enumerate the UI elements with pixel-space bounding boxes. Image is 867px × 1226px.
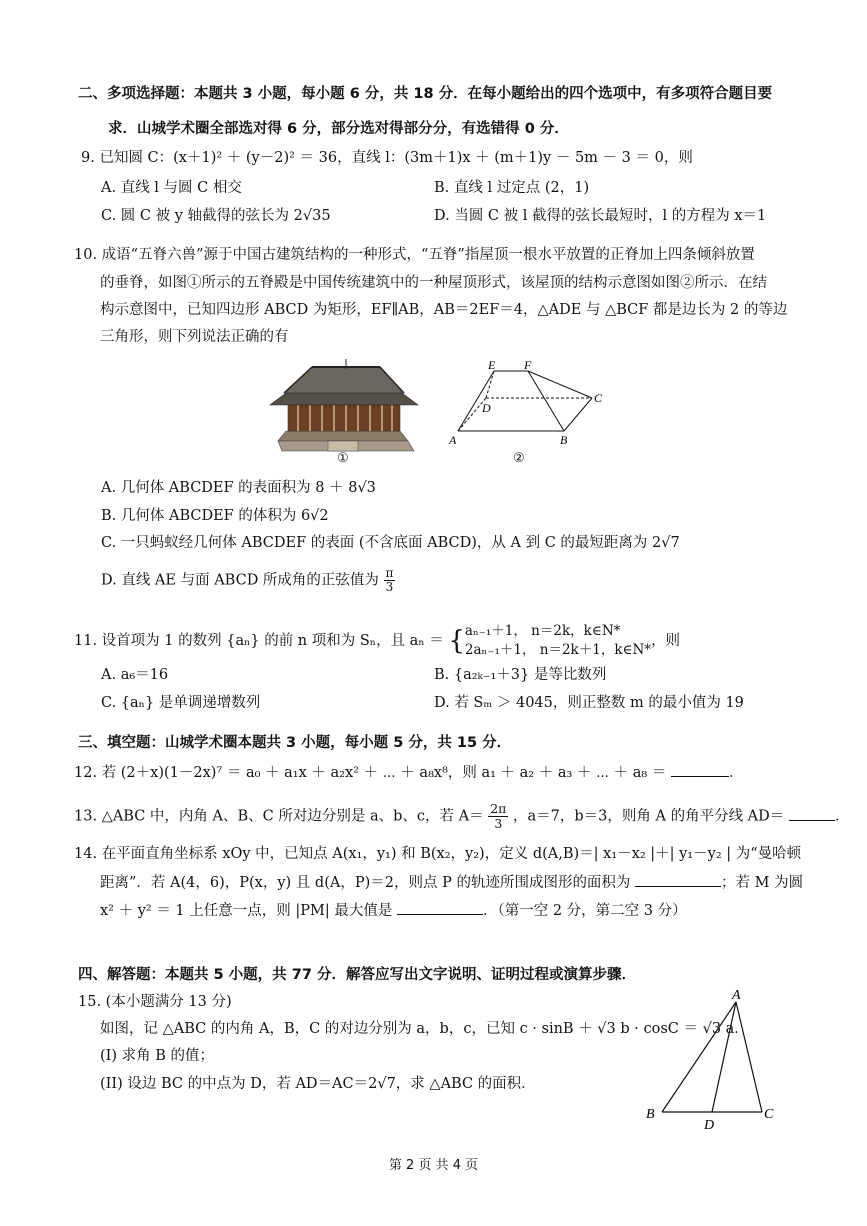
q14-line3-end: ．（第一空 2 分，第二空 3 分） — [482, 903, 687, 919]
q12-answer-blank[interactable] — [671, 762, 729, 777]
case-odd: 2aₙ₋₁＋1， n＝2k＋1，k∈N* — [464, 642, 652, 658]
section-2-heading-line1: 二、多项选择题：本题共 3 小题，每小题 6 分，共 18 分．在每小题给出的四个选项中，有多项符合题目要 — [78, 86, 773, 102]
q10-option-c: C. 一只蚂蚁经几何体 ABCDEF 的表面 (不含底面 ABCD)，从 A 到 C 的最短距离为 2√7 — [101, 535, 680, 551]
roof-structure-figure — [446, 356, 606, 448]
q11-option-b: B. {a₂ₖ₋₁＋3} 是等比数列 — [434, 667, 607, 683]
q14-line1: 14. 在平面直角坐标系 xOy 中，已知点 A(x₁，y₁) 和 B(x₂，y₂)，定义 d(A,B)＝| x₁－x₂ |＋| y₁－y₂ | 为“曼哈顿 — [74, 846, 802, 862]
q11-option-d: D. 若 Sₘ ＞ 4045，则正整数 m 的最小值为 19 — [434, 695, 744, 711]
fraction-numerator: 2π — [490, 801, 507, 816]
fraction-numerator: π — [385, 566, 394, 580]
q11-stem-post: ，则 — [651, 633, 681, 649]
triangle-figure — [640, 986, 790, 1132]
q14-line3-text: x² ＋ y² ＝ 1 上任意一点，则 |PM| 最大值是 — [100, 903, 393, 919]
q9-option-c: C. 圆 C 被 y 轴截得的弦长为 2√35 — [101, 208, 331, 224]
q12 — [74, 762, 743, 783]
label-d: D — [482, 401, 491, 415]
label-b: B — [560, 433, 568, 447]
q13-end: ． — [834, 808, 850, 825]
q10-option-a: A. 几何体 ABCDEF 的表面积为 8 ＋ 8√3 — [101, 480, 376, 496]
q11-option-c: C. {aₙ} 是单调递增数列 — [101, 695, 261, 711]
q14-line2 — [100, 872, 803, 893]
q10-option-d — [101, 567, 395, 594]
q13-pre: 13. △ABC 中，内角 A、B、C 所对边分别是 a、b、c，若 A＝ — [74, 808, 484, 825]
q13-post: ，a＝7，b＝3，则角 A 的角平分线 AD＝ — [513, 808, 785, 825]
q10-option-d-text: D. 直线 AE 与面 ABCD 所成角的正弦值为 — [101, 572, 379, 589]
q13-answer-blank[interactable] — [789, 806, 835, 821]
label-c: C — [594, 391, 603, 405]
q11-stem-pre: 11. 设首项为 1 的数列 {aₙ} 的前 n 项和为 Sₙ，且 aₙ ＝ — [74, 633, 444, 649]
q10-option-b: B. 几何体 ABCDEF 的体积为 6√2 — [101, 508, 329, 524]
q12-text: 12. 若 (2＋x)(1－2x)⁷ ＝ a₀ ＋ a₁x ＋ a₂x² ＋ ⋯ ＋ a₈x⁸，则 a₁ ＋ a₂ ＋ a₃ ＋ ⋯ ＋ a₈ ＝ — [74, 765, 667, 781]
q13-fraction — [488, 802, 508, 831]
fraction-denominator: 3 — [494, 816, 503, 831]
q14-line2-text: 距离”．若 A(4，6)，P(x，y) 且 d(A，P)＝2，则点 P 的轨迹所围成图形的面积为 — [100, 875, 631, 891]
label-c: C — [764, 1107, 774, 1122]
figure1-label: ① — [337, 451, 349, 466]
q13 — [74, 802, 849, 831]
q11-stem — [74, 622, 680, 660]
q11-option-a: A. a₆＝16 — [101, 667, 169, 683]
q14-line3 — [100, 900, 687, 921]
q10-stem-line3: 构示意图中，已知四边形 ABCD 为矩形，EF∥AB，AB＝2EF＝4，△ADE 与 △BCF 都是边长为 2 的等边 — [100, 302, 788, 318]
figure2-label: ② — [513, 451, 525, 466]
q14-answer-blank-2[interactable] — [397, 900, 483, 915]
q14-line2-end: ；若 M 为圆 — [721, 875, 804, 891]
pavilion-figure — [268, 353, 420, 463]
q14-answer-blank-1[interactable] — [635, 872, 721, 887]
q9-option-a: A. 直线 l 与圆 C 相交 — [101, 180, 242, 196]
label-a: A — [449, 433, 457, 447]
case-even: aₙ₋₁＋1， n＝2k，k∈N* — [464, 623, 621, 639]
label-f: F — [524, 358, 532, 372]
q9-option-b: B. 直线 l 过定点 (2，1) — [434, 180, 590, 196]
label-d: D — [704, 1118, 715, 1132]
brace: { — [448, 626, 465, 656]
section-4-heading: 四、解答题：本题共 5 小题，共 77 分．解答应写出文字说明、证明过程或演算步骤． — [78, 967, 636, 983]
label-a: A — [732, 988, 741, 1003]
q10-option-d-fraction — [384, 567, 396, 594]
q10-stem-line1: 10. 成语“五脊六兽”源于中国古建筑结构的一种形式，“五脊”指屋顶一根水平放置的正脊加上四条倾斜放置 — [74, 247, 755, 263]
section-2-heading-line2: 求．山城学术圈全部选对得 6 分，部分选对得部分分，有选错得 0 分． — [108, 121, 569, 137]
q10-stem-line2: 的垂脊，如图①所示的五脊殿是中国传统建筑中的一种屋顶形式，该屋顶的结构示意图如图②所示．在结 — [100, 275, 767, 291]
piecewise-cases — [465, 622, 651, 660]
q12-end: ． — [728, 765, 744, 781]
q15-part-2: (II) 设边 BC 的中点为 D，若 AD＝AC＝2√7，求 △ABC 的面积． — [100, 1076, 536, 1092]
label-e: E — [488, 358, 496, 372]
q15-part-1: (I) 求角 B 的值； — [100, 1048, 215, 1064]
q15-stem: 如图，记 △ABC 的内角 A，B，C 的对边分别为 a，b，c，已知 c · sinB ＋ √3 b · cosC ＝ √3 a． — [100, 1021, 749, 1037]
section-3-heading: 三、填空题：山城学术圈本题共 3 小题，每小题 5 分，共 15 分． — [78, 735, 512, 751]
q9-option-d: D. 当圆 C 被 l 截得的弦长最短时，l 的方程为 x＝1 — [434, 208, 767, 224]
q15-title: 15. (本小题满分 13 分) — [78, 994, 232, 1010]
fraction-denominator: 3 — [385, 580, 394, 594]
q9-stem: 9. 已知圆 C：(x＋1)² ＋ (y－2)² ＝ 36，直线 l：(3m＋1)x ＋ (m＋1)y － 5m － 3 ＝ 0，则 — [81, 150, 693, 166]
label-b: B — [646, 1107, 655, 1122]
q10-stem-line4: 三角形，则下列说法正确的有 — [100, 329, 289, 345]
page-footer: 第 2 页 共 4 页 — [388, 1158, 479, 1173]
